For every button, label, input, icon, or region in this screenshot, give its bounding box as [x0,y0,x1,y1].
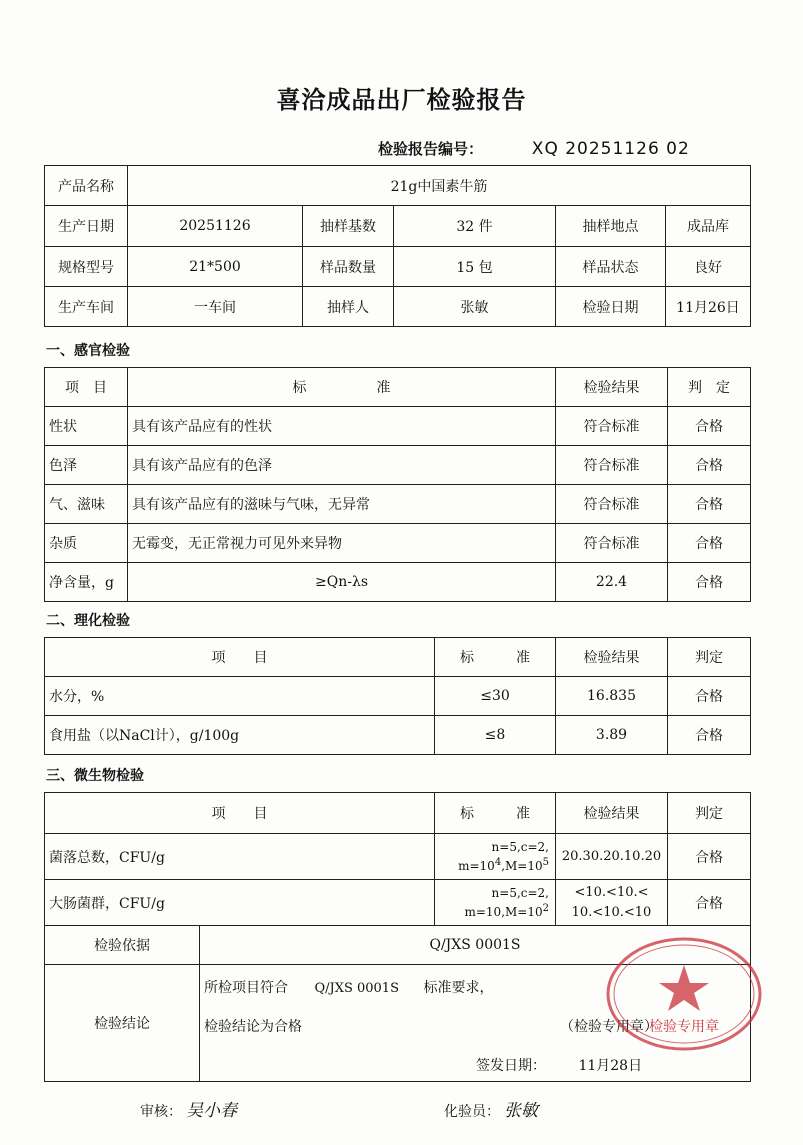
tester-label: 化验员： [444,1104,500,1120]
reviewer-signature: 吴小春 [186,1101,237,1121]
row-item: 气、滋味 [45,485,128,524]
sensory-header-result: 检验结果 [556,368,668,407]
report-number [378,138,690,159]
row-verdict: 合格 [668,407,751,446]
row-verdict: 合格 [668,677,751,716]
star-icon [659,965,709,1011]
reviewer-label: 审核： [140,1104,182,1120]
row-result: 符合标准 [556,446,668,485]
row-standard: ≥Qn-λs [128,563,556,602]
basis-label: 检验依据 [45,926,200,965]
physchem-header-result: 检验结果 [556,638,668,677]
report-title: 喜洽成品出厂检验报告 [276,86,527,114]
row-item: 性状 [45,407,128,446]
table-row [45,677,751,716]
issue-date: 签发日期： 11月28日 [476,1058,643,1074]
sensory-section-title: 一、感官检验 [46,343,130,359]
sensory-header-standard: 标 准 [128,368,556,407]
spec: 21*500 [128,247,303,287]
sampler-label: 抽样人 [303,287,394,327]
sample-place-label: 抽样地点 [556,206,666,247]
conclusion-line1: 所检项目符合 Q/JXS 0001S 标准要求， [204,980,494,996]
table-row [45,407,751,446]
micro-header-standard: 标 准 [435,793,556,834]
row-standard: n=5,c=2, $m=10^4,M=10^5$ [435,834,556,880]
physchem-header-standard: 标 准 [435,638,556,677]
sample-state: 良好 [666,247,751,287]
report-number-label: 检验报告编号： [378,140,484,158]
physchem-section-title: 二、理化检验 [46,613,130,629]
physchem-header-item: 项 目 [45,638,435,677]
row-item: 菌落总数，CFU/g [45,834,435,880]
sample-base-label: 抽样基数 [303,206,394,247]
reviewer [140,1096,237,1121]
table-row [45,485,751,524]
table-row [45,716,751,755]
row-item: 水分，% [45,677,435,716]
tester [444,1096,538,1121]
conclusion-label: 检验结论 [45,965,200,1082]
row-item: 食用盐（以NaCl计），g/100g [45,716,435,755]
sample-qty-label: 样品数量 [303,247,394,287]
row-standard: n=5,c=2, $m=10,M=10^2$ [435,880,556,926]
workshop: 一车间 [128,287,303,327]
inspect-date-label: 检验日期 [556,287,666,327]
sensory-header-verdict: 判 定 [668,368,751,407]
row-item: 色泽 [45,446,128,485]
table-row [45,446,751,485]
table-row [45,834,751,880]
row-verdict: 合格 [668,834,751,880]
sampler: 张敏 [394,287,556,327]
row-verdict: 合格 [668,524,751,563]
row-result: 20.30.20.10.20 [556,834,668,880]
basis-value: Q/JXS 0001S [200,926,751,965]
row-item: 大肠菌群，CFU/g [45,880,435,926]
row-result: 22.4 [556,563,668,602]
stamp-text: 检验专用章 [649,1019,719,1035]
conclusion-line2: 检验结论为合格 [204,1019,302,1035]
row-verdict: 合格 [668,485,751,524]
sample-base: 32 件 [394,206,556,247]
row-result: <10.<10.< 10.<10.<10 [556,880,668,926]
tester-signature: 张敏 [504,1101,538,1121]
row-result: 16.835 [556,677,668,716]
row-standard: 具有该产品应有的性状 [128,407,556,446]
seal-note: （检验专用章） [560,1019,658,1035]
sample-state-label: 样品状态 [556,247,666,287]
row-verdict: 合格 [668,446,751,485]
product-name: 21g中国素牛筋 [128,166,751,206]
micro-header-verdict: 判定 [668,793,751,834]
info-table [44,165,751,327]
row-standard: ≤30 [435,677,556,716]
table-row [45,880,751,926]
micro-header-result: 检验结果 [556,793,668,834]
row-standard: 具有该产品应有的色泽 [128,446,556,485]
row-standard: 无霉变，无正常视力可见外来异物 [128,524,556,563]
row-result: 符合标准 [556,485,668,524]
row-verdict: 合格 [668,880,751,926]
row-verdict: 合格 [668,716,751,755]
prod-date-label: 生产日期 [45,206,128,247]
table-row [45,563,751,602]
inspect-date: 11月26日 [666,287,751,327]
workshop-label: 生产车间 [45,287,128,327]
product-name-label: 产品名称 [45,166,128,206]
row-item: 净含量，g [45,563,128,602]
spec-label: 规格型号 [45,247,128,287]
physchem-table [44,637,751,755]
table-row [45,524,751,563]
sensory-table [44,367,751,602]
sensory-header-item: 项 目 [45,368,128,407]
row-standard: 具有该产品应有的滋味与气味，无异常 [128,485,556,524]
row-result: 符合标准 [556,407,668,446]
row-result: 3.89 [556,716,668,755]
sample-qty: 15 包 [394,247,556,287]
micro-section-title: 三、微生物检验 [46,768,144,784]
sample-place: 成品库 [666,206,751,247]
micro-header-item: 项 目 [45,793,435,834]
physchem-header-verdict: 判定 [668,638,751,677]
row-item: 杂质 [45,524,128,563]
row-standard: ≤8 [435,716,556,755]
row-verdict: 合格 [668,563,751,602]
report-number-value: XQ 20251126 02 [531,139,690,159]
prod-date: 20251126 [128,206,303,247]
row-result: 符合标准 [556,524,668,563]
